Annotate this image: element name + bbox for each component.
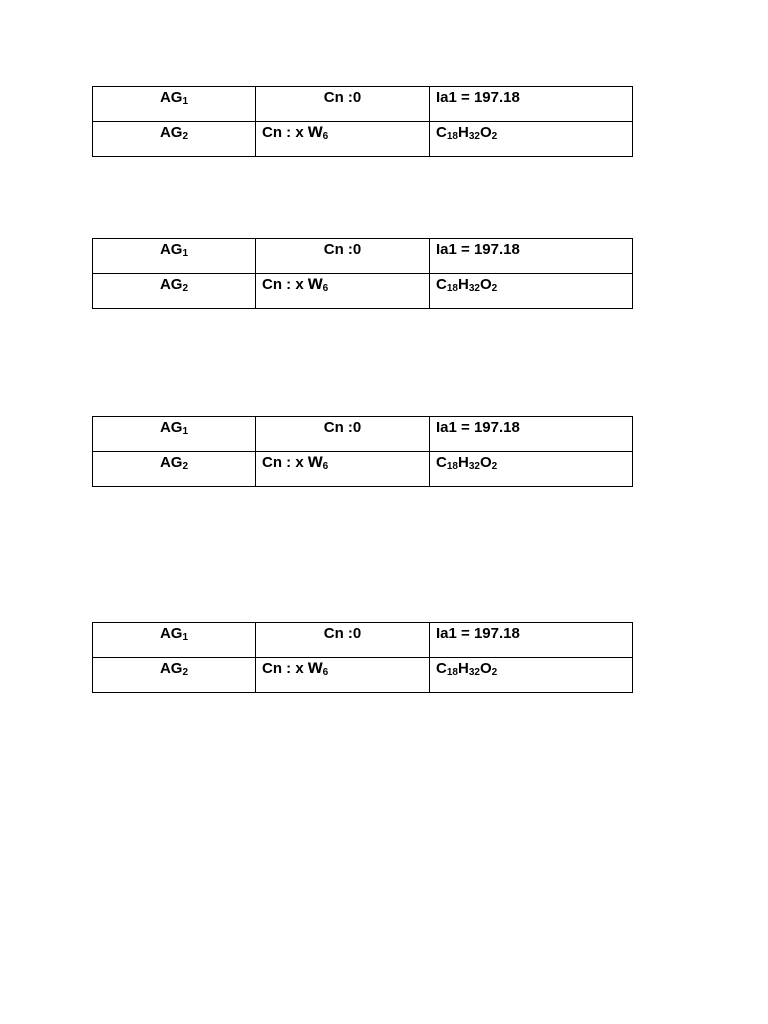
omega-symbol: w [307, 273, 323, 294]
table-cell [430, 452, 633, 487]
table-cell [93, 122, 256, 157]
table-cell [430, 274, 633, 309]
cell-subscript: 18 [446, 131, 458, 142]
table-cell [430, 239, 633, 274]
cell-subscript: 32 [468, 131, 480, 142]
cell-text: Cn : x [262, 276, 308, 293]
table-cell [256, 623, 430, 658]
cell-subscript: 2 [491, 131, 498, 142]
data-table-4 [92, 622, 633, 693]
cell-subscript: 2 [182, 131, 189, 142]
data-table-1 [92, 86, 633, 157]
table-cell [93, 239, 256, 274]
cell-subscript: 1 [182, 632, 189, 643]
formula-element: C [436, 454, 447, 471]
table-row [93, 452, 633, 487]
cell-text: AG [159, 276, 183, 293]
data-table-3 [92, 416, 633, 487]
cell-text: AG [159, 124, 183, 141]
cell-subscript: 6 [322, 283, 329, 294]
cell-subscript: 1 [182, 426, 189, 437]
formula-element: H [457, 276, 469, 293]
data-table-2 [92, 238, 633, 309]
cell-subscript: 18 [446, 283, 458, 294]
cell-text: Cn :0 [323, 419, 362, 436]
table-row [93, 239, 633, 274]
cell-subscript: 1 [182, 96, 189, 107]
cell-subscript: 18 [446, 667, 458, 678]
cell-text: Cn : x [262, 124, 308, 141]
table-cell [256, 274, 430, 309]
table-cell [430, 658, 633, 693]
cell-subscript: 32 [468, 283, 480, 294]
table-cell [93, 452, 256, 487]
cell-subscript: 32 [468, 461, 480, 472]
table-cell [430, 87, 633, 122]
cell-subscript: 2 [182, 461, 189, 472]
cell-subscript: 2 [491, 461, 498, 472]
omega-symbol: w [307, 121, 323, 142]
cell-text: Cn :0 [323, 625, 362, 642]
table-cell [256, 658, 430, 693]
formula-element: H [457, 660, 469, 677]
cell-text: Ia1 = 197.18 [436, 89, 520, 106]
formula-element: C [436, 276, 447, 293]
cell-text: Ia1 = 197.18 [436, 419, 520, 436]
cell-subscript: 2 [182, 283, 189, 294]
cell-text: AG [159, 241, 183, 258]
cell-text: AG [159, 454, 183, 471]
cell-text: Cn : x [262, 660, 308, 677]
formula-element: O [479, 660, 492, 677]
cell-subscript: 18 [446, 461, 458, 472]
table-cell [93, 417, 256, 452]
cell-text: AG [159, 625, 183, 642]
cell-text: Cn :0 [323, 241, 362, 258]
formula-element: H [457, 454, 469, 471]
table-cell [430, 417, 633, 452]
cell-subscript: 6 [322, 667, 329, 678]
formula-element: O [479, 124, 492, 141]
formula-element: C [436, 660, 447, 677]
table-cell [256, 417, 430, 452]
cell-subscript: 32 [468, 667, 480, 678]
cell-text: Cn : x [262, 454, 308, 471]
table-row [93, 274, 633, 309]
cell-text: Ia1 = 197.18 [436, 241, 520, 258]
cell-subscript: 2 [491, 283, 498, 294]
table-cell [256, 122, 430, 157]
table-row [93, 658, 633, 693]
table-cell [93, 87, 256, 122]
cell-subscript: 2 [182, 667, 189, 678]
cell-text: Ia1 = 197.18 [436, 625, 520, 642]
table-cell [93, 274, 256, 309]
table-cell [93, 658, 256, 693]
cell-subscript: 6 [322, 131, 329, 142]
cell-subscript: 1 [182, 248, 189, 259]
table-cell [256, 87, 430, 122]
table-row [93, 417, 633, 452]
table-row [93, 623, 633, 658]
formula-element: C [436, 124, 447, 141]
cell-text: AG [159, 89, 183, 106]
table-cell [430, 623, 633, 658]
cell-subscript: 6 [322, 461, 329, 472]
omega-symbol: w [307, 451, 323, 472]
cell-text: AG [159, 419, 183, 436]
omega-symbol: w [307, 657, 323, 678]
table-cell [256, 452, 430, 487]
table-cell [256, 239, 430, 274]
cell-text: AG [159, 660, 183, 677]
formula-element: O [479, 454, 492, 471]
cell-text: Cn :0 [323, 89, 362, 106]
formula-element: O [479, 276, 492, 293]
table-cell [93, 623, 256, 658]
cell-subscript: 2 [491, 667, 498, 678]
table-row [93, 122, 633, 157]
table-row [93, 87, 633, 122]
formula-element: H [457, 124, 469, 141]
table-cell [430, 122, 633, 157]
